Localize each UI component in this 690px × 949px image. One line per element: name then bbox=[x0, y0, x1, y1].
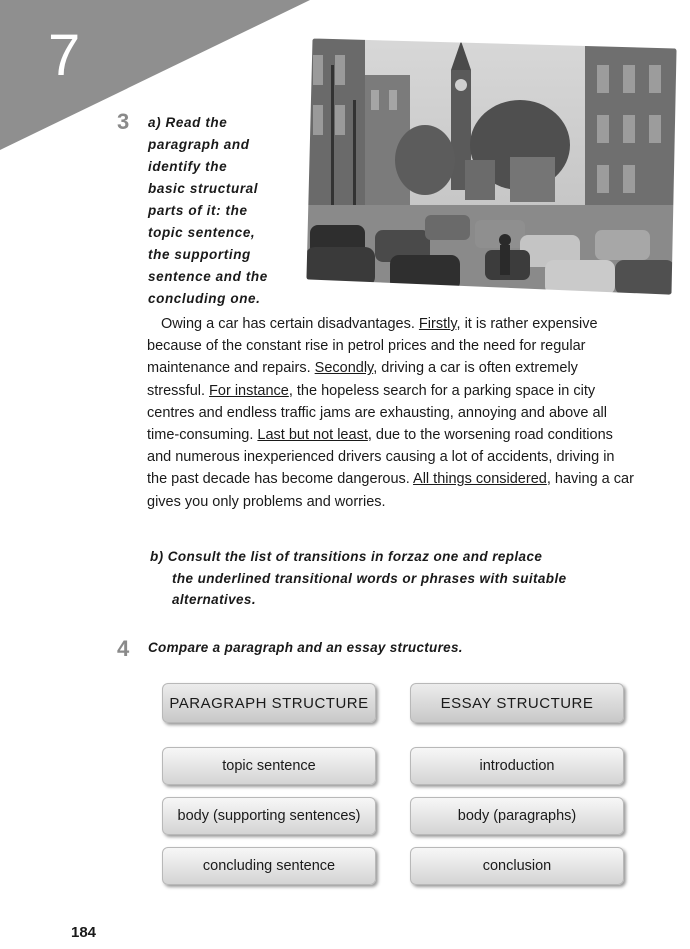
paragraph-item-topic-sentence: topic sentence bbox=[162, 747, 376, 785]
sentence: Owing a car has certain disadvantages. bbox=[161, 316, 419, 332]
instruction-line: alternatives. bbox=[172, 592, 256, 607]
instruction-line: sentence and the bbox=[148, 269, 268, 284]
transition-word: Last but not least bbox=[257, 427, 368, 444]
task-3b-instruction bbox=[150, 546, 630, 611]
paragraph-item-concluding-sentence: concluding sentence bbox=[162, 847, 376, 885]
instruction-line: a) Read the bbox=[148, 115, 228, 130]
sample-paragraph bbox=[147, 313, 637, 513]
task-3-number: 3 bbox=[117, 109, 130, 134]
instruction-line: identify the bbox=[148, 159, 228, 174]
instruction-line: b) Consult the list of transitions in forzaz one and replace bbox=[150, 549, 543, 564]
task-3-instruction bbox=[148, 112, 298, 310]
sentence: , having a car gives you only problems and worries. bbox=[147, 471, 634, 510]
instruction-line: parts of it: the bbox=[148, 203, 248, 218]
london-traffic-photo bbox=[305, 35, 678, 297]
paragraph-item-body: body (supporting sentences) bbox=[162, 797, 376, 835]
sentence: , driving a car is often extremely stressful. bbox=[147, 360, 578, 399]
sentence: , due to the worsening road conditions and numerous inexperienced drivers causing a lot of accidents, driving in the past decade has become dangerous. bbox=[147, 427, 615, 488]
transition-word: All things considered bbox=[413, 471, 547, 488]
instruction-line: the supporting bbox=[148, 247, 251, 262]
sentence: , the hopeless search for a parking space in city centres and endless traffic jams are exhausting, annoying and above all time-consuming. bbox=[147, 382, 607, 444]
transition-word: Secondly bbox=[314, 360, 374, 377]
transition-word: For instance bbox=[209, 382, 289, 399]
task-4-instruction: Compare a paragraph and an essay structures. bbox=[148, 640, 463, 655]
instruction-line: the underlined transitional words or phrases with suitable bbox=[172, 570, 567, 586]
transition-word: Firstly, bbox=[418, 316, 461, 332]
sentence: it is rather expensive because of the constant rise in petrol prices and the need for regular maintenance and repairs. bbox=[147, 316, 598, 377]
essay-structure-header: ESSAY STRUCTURE bbox=[410, 683, 624, 723]
paragraph-structure-header: PARAGRAPH STRUCTURE bbox=[162, 683, 376, 723]
chapter-number: 7 bbox=[48, 23, 81, 88]
instruction-line: topic sentence, bbox=[148, 225, 256, 240]
essay-item-introduction: introduction bbox=[410, 747, 624, 785]
task-4-number: 4 bbox=[117, 636, 130, 661]
instruction-line: paragraph and bbox=[148, 137, 250, 152]
page-number: 184 bbox=[71, 924, 97, 941]
essay-item-body: body (paragraphs) bbox=[410, 797, 624, 835]
essay-item-conclusion: conclusion bbox=[410, 847, 624, 885]
instruction-line: basic structural bbox=[148, 181, 259, 196]
instruction-line: concluding one. bbox=[148, 291, 261, 306]
